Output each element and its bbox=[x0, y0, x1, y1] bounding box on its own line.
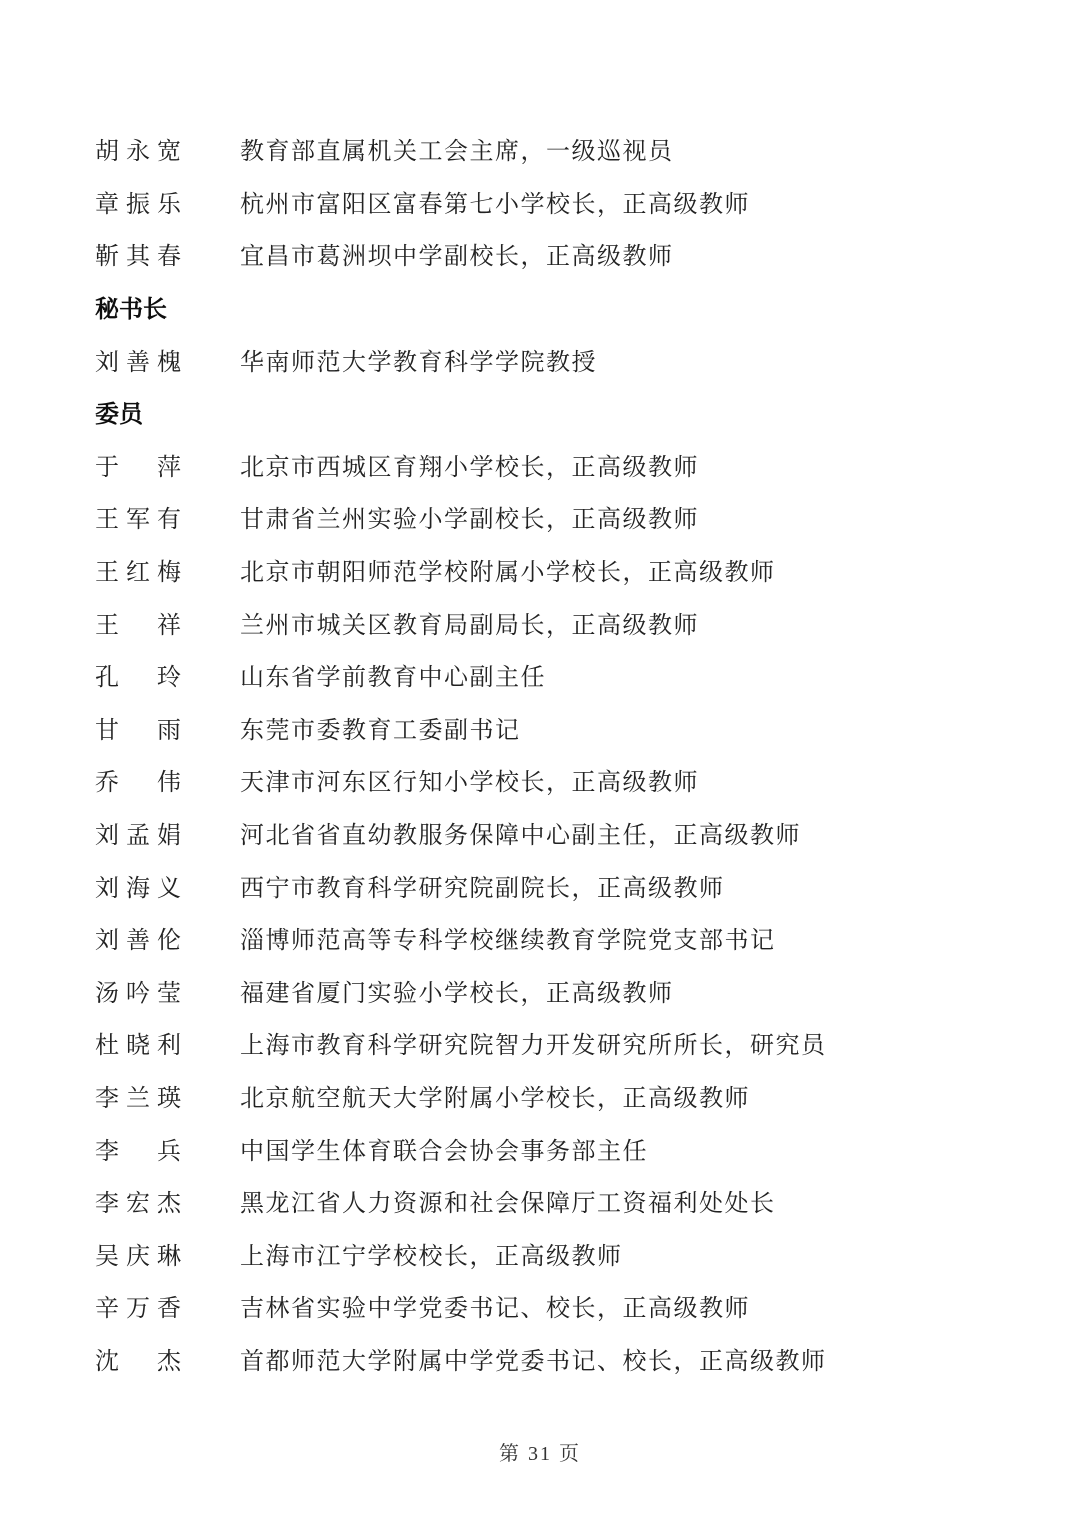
member-title: 东莞市委教育工委副书记 bbox=[240, 717, 521, 744]
member-title: 首都师范大学附属中学党委书记、校长，正高级教师 bbox=[240, 1348, 827, 1375]
member-title: 淄博师范高等专科学校继续教育学院党支部书记 bbox=[240, 928, 776, 955]
member-title: 教育部直属机关工会主席，一级巡视员 bbox=[240, 139, 674, 166]
roster-entry bbox=[95, 179, 1020, 232]
member-title: 黑龙江省人力资源和社会保障厅工资福利处处长 bbox=[240, 1191, 776, 1218]
roster-entry bbox=[95, 1073, 1020, 1126]
roster-entry bbox=[95, 1283, 1020, 1336]
member-name: 王红梅 bbox=[95, 560, 181, 587]
member-name: 辛万香 bbox=[95, 1296, 181, 1323]
member-name: 汤吟莹 bbox=[95, 980, 181, 1007]
member-title: 山东省学前教育中心副主任 bbox=[240, 665, 546, 692]
member-title: 河北省省直幼教服务保障中心副主任，正高级教师 bbox=[240, 823, 801, 850]
roster-entry bbox=[95, 810, 1020, 863]
roster-entry bbox=[95, 494, 1020, 547]
roster-entry bbox=[95, 757, 1020, 810]
member-name: 孔玲 bbox=[95, 665, 181, 692]
section-header-secretary-general: 秘书长 bbox=[95, 296, 167, 324]
roster-entry bbox=[95, 968, 1020, 1021]
roster-entry bbox=[95, 1178, 1020, 1231]
member-title: 上海市教育科学研究院智力开发研究所所长，研究员 bbox=[240, 1033, 827, 1060]
roster-entry bbox=[95, 1125, 1020, 1178]
member-name: 刘善伦 bbox=[95, 928, 181, 955]
roster-list bbox=[95, 126, 1020, 1388]
member-title: 杭州市富阳区富春第七小学校长，正高级教师 bbox=[240, 191, 750, 218]
member-name: 李兵 bbox=[95, 1138, 181, 1165]
member-name: 胡永宽 bbox=[95, 139, 181, 166]
member-name: 王军有 bbox=[95, 507, 181, 534]
member-title: 中国学生体育联合会协会事务部主任 bbox=[240, 1138, 648, 1165]
member-name: 章振乐 bbox=[95, 191, 181, 218]
member-title: 北京航空航天大学附属小学校长，正高级教师 bbox=[240, 1085, 750, 1112]
roster-entry bbox=[95, 547, 1020, 600]
roster-entry bbox=[95, 442, 1020, 495]
roster-section bbox=[95, 284, 1020, 337]
member-title: 上海市江宁学校校长，正高级教师 bbox=[240, 1243, 623, 1270]
member-title: 北京市西城区育翔小学校长，正高级教师 bbox=[240, 454, 699, 481]
member-name: 甘雨 bbox=[95, 717, 181, 744]
roster-entry bbox=[95, 336, 1020, 389]
roster-entry bbox=[95, 862, 1020, 915]
member-name: 王祥 bbox=[95, 612, 181, 639]
member-title: 吉林省实验中学党委书记、校长，正高级教师 bbox=[240, 1296, 750, 1323]
member-name: 刘孟娟 bbox=[95, 823, 181, 850]
section-header-members: 委员 bbox=[95, 401, 143, 429]
member-title: 福建省厦门实验小学校长，正高级教师 bbox=[240, 980, 674, 1007]
member-title: 天津市河东区行知小学校长，正高级教师 bbox=[240, 770, 699, 797]
member-name: 沈杰 bbox=[95, 1348, 181, 1375]
member-name: 乔伟 bbox=[95, 770, 181, 797]
member-title: 甘肃省兰州实验小学副校长，正高级教师 bbox=[240, 507, 699, 534]
member-title: 西宁市教育科学研究院副院长，正高级教师 bbox=[240, 875, 725, 902]
member-name: 刘海义 bbox=[95, 875, 181, 902]
roster-entry bbox=[95, 705, 1020, 758]
member-name: 李兰瑛 bbox=[95, 1085, 181, 1112]
roster-entry bbox=[95, 599, 1020, 652]
roster-section bbox=[95, 389, 1020, 442]
roster-entry bbox=[95, 126, 1020, 179]
member-title: 宜昌市葛洲坝中学副校长，正高级教师 bbox=[240, 244, 674, 271]
member-name: 刘善槐 bbox=[95, 349, 181, 376]
roster-entry bbox=[95, 1020, 1020, 1073]
roster-entry bbox=[95, 1336, 1020, 1389]
member-title: 华南师范大学教育科学学院教授 bbox=[240, 349, 597, 376]
roster-entry bbox=[95, 1230, 1020, 1283]
member-name: 于萍 bbox=[95, 454, 181, 481]
page-number: 第 31 页 bbox=[499, 1443, 581, 1465]
member-name: 吴庆琳 bbox=[95, 1243, 181, 1270]
member-title: 北京市朝阳师范学校附属小学校长，正高级教师 bbox=[240, 560, 776, 587]
roster-entry bbox=[95, 915, 1020, 968]
member-name: 杜晓利 bbox=[95, 1033, 181, 1060]
roster-entry bbox=[95, 231, 1020, 284]
member-name: 靳其春 bbox=[95, 244, 181, 271]
member-title: 兰州市城关区教育局副局长，正高级教师 bbox=[240, 612, 699, 639]
member-name: 李宏杰 bbox=[95, 1191, 181, 1218]
roster-entry bbox=[95, 652, 1020, 705]
